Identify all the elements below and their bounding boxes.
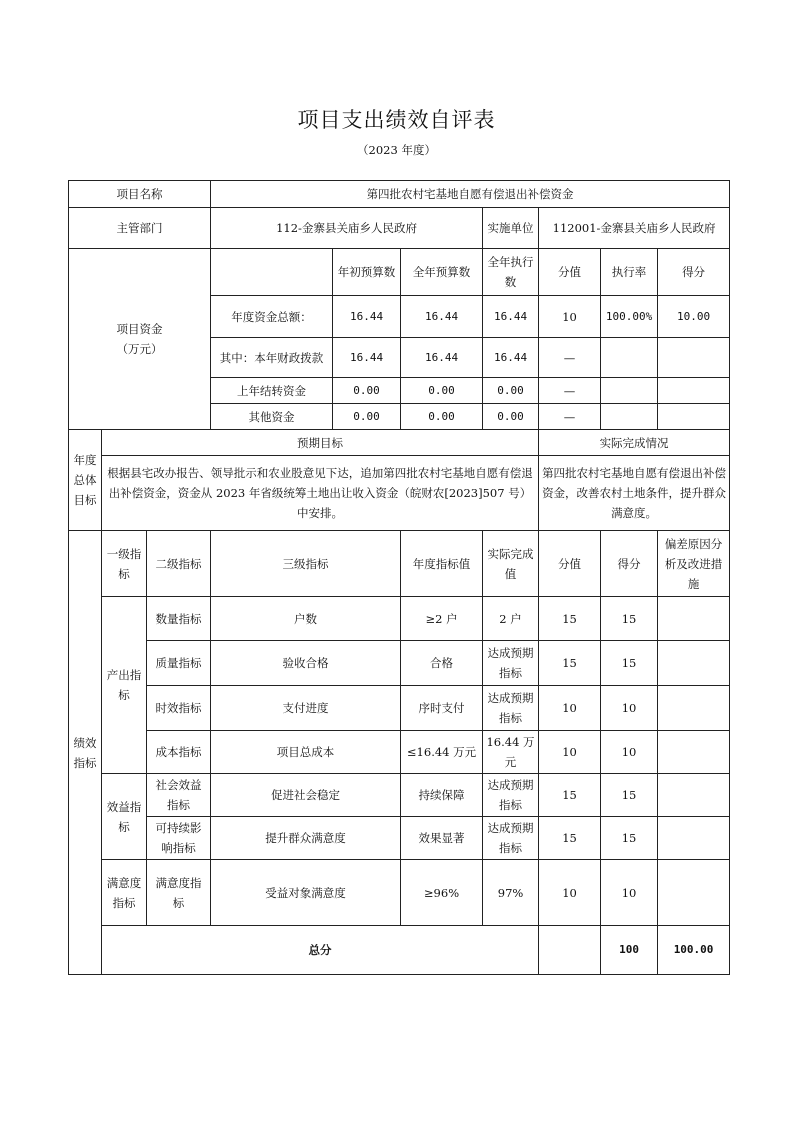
project-name-value: 第四批农村宅基地自愿有偿退出补偿资金 [211,181,730,208]
row-funds-header [69,249,730,296]
indicator-score: 10 [601,731,658,774]
funds-score-value: — [539,378,601,404]
indicator-target: ≥2 户 [401,597,483,641]
indicator-score-value: 15 [539,817,601,860]
indicator-level2: 可持续影响指标 [147,817,211,860]
indicator-actual: 达成预期指标 [483,817,539,860]
indicator-score: 15 [601,774,658,817]
page-title: 项目支出绩效自评表 [297,108,496,132]
funds-annual: 0.00 [401,378,483,404]
indicator-level3: 提升群众满意度 [211,817,401,860]
indicator-level2: 社会效益指标 [147,774,211,817]
group-benefit: 效益指标 [102,774,147,860]
indicator-actual: 达成预期指标 [483,641,539,686]
funds-score-value: 10 [539,296,601,338]
indicator-deviation [658,686,730,731]
funds-score-value: — [539,404,601,430]
total-blank [539,926,601,975]
indicator-deviation [658,731,730,774]
header-level1: 一级指标 [102,531,147,597]
indicator-level2: 数量指标 [147,597,211,641]
indicator-row [69,860,730,926]
row-total [69,926,730,975]
funds-unit: （万元） [116,342,163,356]
self-evaluation-table [68,180,730,975]
indicator-level3: 促进社会稳定 [211,774,401,817]
indicator-target: 持续保障 [401,774,483,817]
funds-executed: 16.44 [483,338,539,378]
header-executed: 全年执行数 [483,249,539,296]
indicator-score-value: 10 [539,686,601,731]
goals-label: 年度总体目标 [69,430,102,531]
funds-label: 项目资金 [116,322,163,336]
project-name-label: 项目名称 [69,181,211,208]
funds-score [658,404,730,430]
indicator-score: 15 [601,641,658,686]
funds-initial: 16.44 [333,338,401,378]
group-satisfaction: 满意度指标 [102,860,147,926]
indicator-row [69,641,730,686]
indicator-target: 合格 [401,641,483,686]
row-department [69,208,730,249]
indicator-score-value: 15 [539,641,601,686]
indicator-row [69,686,730,731]
department-value: 112-金寨县关庙乡人民政府 [211,208,483,249]
row-indicators-header [69,531,730,597]
row-goals-header [69,430,730,456]
indicator-level3: 验收合格 [211,641,401,686]
header-score-value: 分值 [539,249,601,296]
funds-rate [601,338,658,378]
indicator-target: ≥96% [401,860,483,926]
indicator-level2: 时效指标 [147,686,211,731]
expected-goal-text: 根据县宅改办报告、领导批示和农业股意见下达，追加第四批农村宅基地自愿有偿退出补偿资金，资金从 2023 年省级统筹土地出让收入资金（皖财农[2023]507 号）中安排。 [102,456,539,531]
funds-executed: 16.44 [483,296,539,338]
indicator-row [69,774,730,817]
indicator-score: 10 [601,686,658,731]
funds-initial: 0.00 [333,378,401,404]
header-execution-rate: 执行率 [601,249,658,296]
implementer-label: 实施单位 [483,208,539,249]
year-subtitle: （2023 年度） [357,143,436,157]
indicator-target: ≤16.44 万元 [401,731,483,774]
header-deviation: 偏差原因分析及改进措施 [658,531,730,597]
indicator-score: 10 [601,860,658,926]
indicator-actual: 2 户 [483,597,539,641]
funds-header-blank [211,249,333,296]
row-project-name [69,181,730,208]
indicator-level2: 成本指标 [147,731,211,774]
funds-row-label: 上年结转资金 [211,378,333,404]
indicator-target: 效果显著 [401,817,483,860]
indicator-actual: 达成预期指标 [483,774,539,817]
row-goals-content [69,456,730,531]
indicator-actual: 97% [483,860,539,926]
header-annual-budget: 全年预算数 [401,249,483,296]
header-initial-budget: 年初预算数 [333,249,401,296]
indicator-level2: 满意度指标 [147,860,211,926]
header-actual: 实际完成值 [483,531,539,597]
funds-executed: 0.00 [483,404,539,430]
department-label: 主管部门 [69,208,211,249]
expected-goal-header: 预期目标 [102,430,539,456]
indicator-score-value: 10 [539,731,601,774]
funds-score [658,338,730,378]
indicator-score: 15 [601,817,658,860]
total-score-value: 100 [601,926,658,975]
indicator-deviation [658,860,730,926]
funds-initial: 16.44 [333,296,401,338]
indicator-score-value: 15 [539,597,601,641]
total-score: 100.00 [658,926,730,975]
indicator-deviation [658,597,730,641]
actual-completion-header: 实际完成情况 [539,430,730,456]
indicator-target: 序时支付 [401,686,483,731]
indicator-deviation [658,641,730,686]
group-output: 产出指标 [102,597,147,774]
indicator-row [69,817,730,860]
indicator-actual: 16.44 万元 [483,731,539,774]
funds-score-value: — [539,338,601,378]
implementer-value: 112001-金寨县关庙乡人民政府 [539,208,730,249]
funds-initial: 0.00 [333,404,401,430]
header-level2: 二级指标 [147,531,211,597]
funds-rate: 100.00% [601,296,658,338]
funds-annual: 0.00 [401,404,483,430]
header-score-value: 分值 [539,531,601,597]
indicator-deviation [658,774,730,817]
funds-row-label: 其他资金 [211,404,333,430]
funds-annual: 16.44 [401,338,483,378]
funds-annual: 16.44 [401,296,483,338]
indicator-score-value: 10 [539,860,601,926]
funds-rate [601,378,658,404]
funds-rate [601,404,658,430]
funds-score: 10.00 [658,296,730,338]
funds-row-label: 其中：本年财政拨款 [211,338,333,378]
funds-executed: 0.00 [483,378,539,404]
indicator-actual: 达成预期指标 [483,686,539,731]
funds-score [658,378,730,404]
header-target: 年度指标值 [401,531,483,597]
header-score: 得分 [658,249,730,296]
indicator-level3: 支付进度 [211,686,401,731]
indicator-score: 15 [601,597,658,641]
funds-label-cell [69,249,211,430]
indicator-level3: 户数 [211,597,401,641]
indicator-level3: 受益对象满意度 [211,860,401,926]
indicator-level3: 项目总成本 [211,731,401,774]
actual-completion-text: 第四批农村宅基地自愿有偿退出补偿资金，改善农村土地条件，提升群众满意度。 [539,456,730,531]
indicators-label: 绩效指标 [69,531,102,975]
indicator-row [69,597,730,641]
indicator-level2: 质量指标 [147,641,211,686]
header-level3: 三级指标 [211,531,401,597]
indicator-deviation [658,817,730,860]
funds-row-label: 年度资金总额： [211,296,333,338]
indicator-score-value: 15 [539,774,601,817]
indicator-row [69,731,730,774]
total-label: 总分 [102,926,539,975]
header-score: 得分 [601,531,658,597]
